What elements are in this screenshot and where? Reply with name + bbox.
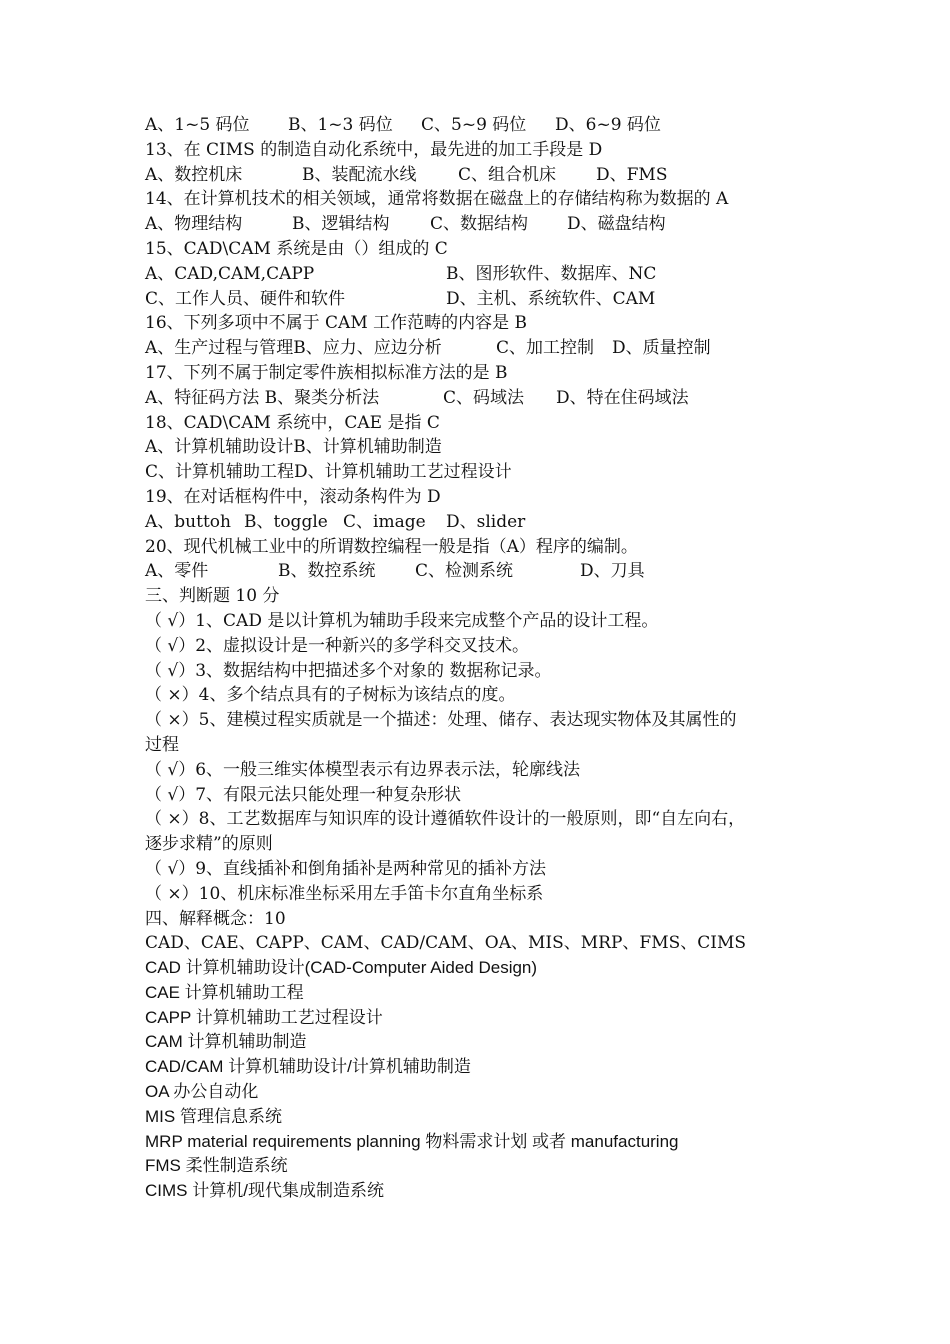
text-line xyxy=(0,460,950,485)
option-text: C、5~9 码位 xyxy=(421,115,527,135)
option-text: C、码域法 xyxy=(443,387,525,408)
option-text: B、toggle xyxy=(244,511,328,532)
text-line xyxy=(0,237,950,262)
text-line xyxy=(0,1130,950,1155)
option-text: C、image xyxy=(343,511,426,532)
text-line xyxy=(0,733,950,758)
option-text: A、CAD,CAM,CAPP xyxy=(145,263,315,284)
text-line xyxy=(0,113,950,138)
line-text: C、计算机辅助工程D、计算机辅助工艺过程设计 xyxy=(145,462,512,483)
option-text: A、特征码方法 B、聚类分析法 xyxy=(145,387,380,408)
line-text: 17、下列不属于制定零件族相拟标准方法的是 B xyxy=(145,362,508,383)
line-text: （ √）7、有限元法只能处理一种复杂形状 xyxy=(145,784,462,805)
text-line xyxy=(0,262,950,287)
text-line xyxy=(0,386,950,411)
text-line xyxy=(0,361,950,386)
line-text: 13、在 CIMS 的制造自动化系统中，最先进的加工手段是 D xyxy=(145,139,603,160)
option-text: B、1~3 码位 xyxy=(288,115,393,135)
text-line xyxy=(0,857,950,882)
line-text: CAPP 计算机辅助工艺过程设计 xyxy=(145,1007,383,1027)
text-line xyxy=(0,287,950,312)
text-line xyxy=(0,584,950,609)
text-line xyxy=(0,435,950,460)
option-text: B、装配流水线 xyxy=(302,164,417,185)
option-text: D、特在住码域法 xyxy=(556,387,689,408)
text-line xyxy=(0,683,950,708)
text-line xyxy=(0,882,950,907)
text-line xyxy=(0,1154,950,1179)
line-text: 四、解释概念：10 xyxy=(145,908,286,929)
option-text: D、磁盘结构 xyxy=(567,214,666,235)
line-text: FMS 柔性制造系统 xyxy=(145,1156,288,1176)
option-text: D、质量控制 xyxy=(612,338,711,359)
text-line xyxy=(0,187,950,212)
option-text: C、组合机床 xyxy=(458,164,557,185)
option-text: A、数控机床 xyxy=(145,164,243,185)
text-line xyxy=(0,956,950,981)
line-text: A、计算机辅助设计B、计算机辅助制造 xyxy=(145,437,442,458)
option-text: B、数控系统 xyxy=(278,561,376,582)
text-line xyxy=(0,659,950,684)
line-text: MIS 管理信息系统 xyxy=(145,1106,282,1126)
text-line xyxy=(0,758,950,783)
text-line xyxy=(0,634,950,659)
line-text: （ √）6、一般三维实体模型表示有边界表示法，轮廓线法 xyxy=(145,759,581,780)
option-text: B、逻辑结构 xyxy=(292,214,390,235)
option-text: D、slider xyxy=(446,511,526,532)
text-line xyxy=(0,832,950,857)
line-text: CAE 计算机辅助工程 xyxy=(145,982,304,1002)
text-line xyxy=(0,783,950,808)
option-text: A、零件 xyxy=(145,561,209,582)
line-text: CAD、CAE、CAPP、CAM、CAD/CAM、OA、MIS、MRP、FMS、CIMS xyxy=(145,933,747,954)
text-line xyxy=(0,807,950,832)
option-text: A、物理结构 xyxy=(145,214,243,235)
text-line xyxy=(0,485,950,510)
line-text: 18、CAD\CAM 系统中，CAE 是指 C xyxy=(145,412,440,433)
text-line xyxy=(0,559,950,584)
text-line xyxy=(0,311,950,336)
option-text: D、6~9 码位 xyxy=(555,115,661,135)
line-text: 14、在计算机技术的相关领域，通常将数据在磁盘上的存储结构称为数据的 A xyxy=(145,189,729,210)
line-text: MRP material requirements planning 物料需求计划 或者 manufacturing xyxy=(145,1131,679,1151)
document-page xyxy=(0,113,950,1204)
text-line xyxy=(0,411,950,436)
line-text: （ √）3、数据结构中把描述多个对象的 数据称记录。 xyxy=(145,660,552,681)
option-text: C、工作人员、硬件和软件 xyxy=(145,288,346,309)
text-line xyxy=(0,1055,950,1080)
text-line xyxy=(0,981,950,1006)
line-text: （ ×）8、工艺数据库与知识库的设计遵循软件设计的一般原则，即“自左向右， xyxy=(145,809,746,830)
option-text: D、主机、系统软件、CAM xyxy=(446,288,656,309)
text-line xyxy=(0,1080,950,1105)
line-text: 16、下列多项中不属于 CAM 工作范畴的内容是 B xyxy=(145,313,528,334)
option-text: D、FMS xyxy=(596,164,668,185)
text-line xyxy=(0,1179,950,1204)
line-text: 过程 xyxy=(145,734,179,755)
text-line xyxy=(0,138,950,163)
line-text: OA 办公自动化 xyxy=(145,1082,259,1102)
option-text: C、检测系统 xyxy=(415,561,514,582)
line-text: CAM 计算机辅助制造 xyxy=(145,1032,307,1052)
line-text: （ √）2、虚拟设计是一种新兴的多学科交叉技术。 xyxy=(145,635,530,656)
text-line xyxy=(0,708,950,733)
text-line xyxy=(0,1105,950,1130)
text-line xyxy=(0,163,950,188)
line-text: （ √）1、CAD 是以计算机为辅助手段来完成整个产品的设计工程。 xyxy=(145,610,659,631)
text-line xyxy=(0,510,950,535)
option-text: B、图形软件、数据库、NC xyxy=(446,263,657,284)
option-text: C、加工控制 xyxy=(496,338,595,359)
option-text: A、生产过程与管理B、应力、应边分析 xyxy=(145,338,442,359)
text-line xyxy=(0,336,950,361)
text-line xyxy=(0,907,950,932)
text-line xyxy=(0,1030,950,1055)
line-text: 19、在对话框构件中，滚动条构件为 D xyxy=(145,486,441,507)
line-text: （ √）9、直线插补和倒角插补是两种常见的插补方法 xyxy=(145,858,547,879)
option-text: A、buttoh xyxy=(145,511,231,532)
text-line xyxy=(0,212,950,237)
line-text: 三、判断题 10 分 xyxy=(145,586,280,607)
text-line xyxy=(0,609,950,634)
option-text: D、刀具 xyxy=(580,561,645,582)
text-line xyxy=(0,931,950,956)
line-text: 20、现代机械工业中的所谓数控编程一般是指（A）程序的编制。 xyxy=(145,536,638,557)
line-text: （ ×）5、建模过程实质就是一个描述：处理、储存、表达现实物体及其属性的 xyxy=(145,710,737,731)
line-text: CAD/CAM 计算机辅助设计/计算机辅助制造 xyxy=(145,1057,471,1077)
line-text: （ ×）10、机床标准坐标采用左手笛卡尔直角坐标系 xyxy=(145,883,544,904)
line-text: CIMS 计算机/现代集成制造系统 xyxy=(145,1181,384,1201)
text-line xyxy=(0,1006,950,1031)
option-text: A、1~5 码位 xyxy=(145,115,250,135)
line-text: CAD 计算机辅助设计(CAD-Computer Aided Design) xyxy=(145,958,538,978)
text-line xyxy=(0,535,950,560)
line-text: 15、CAD\CAM 系统是由（）组成的 C xyxy=(145,238,448,259)
line-text: （ ×）4、多个结点具有的子树标为该结点的度。 xyxy=(145,685,516,706)
option-text: C、数据结构 xyxy=(430,214,529,235)
line-text: 逐步求精”的原则 xyxy=(145,834,273,855)
